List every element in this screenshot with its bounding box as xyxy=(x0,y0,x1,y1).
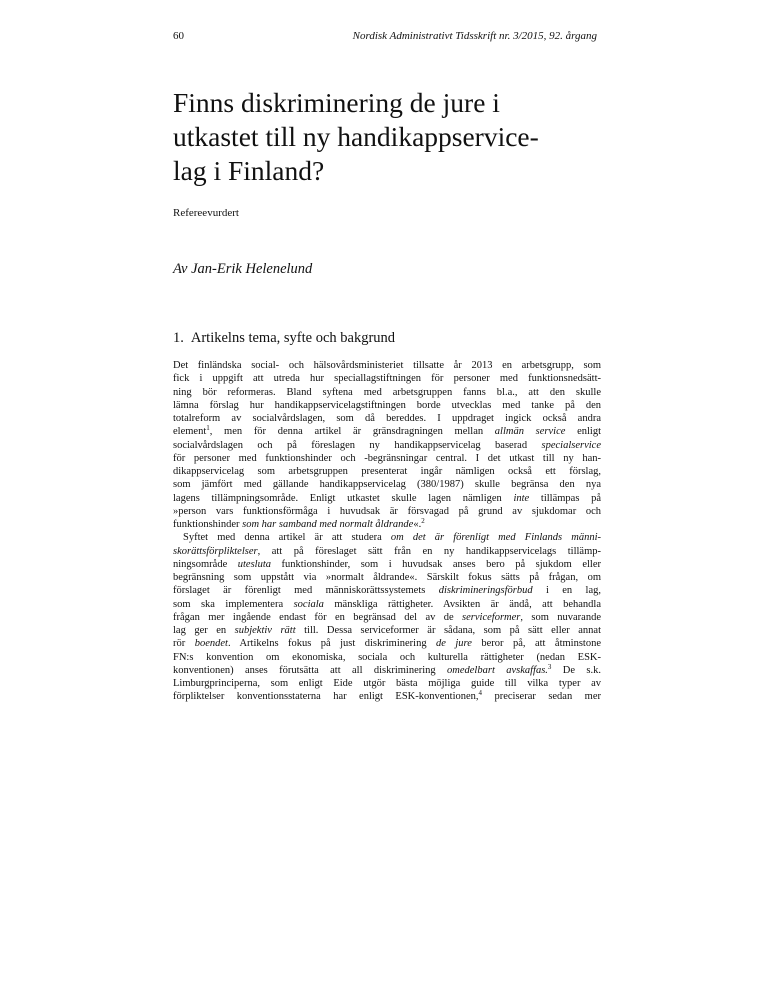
section-heading xyxy=(173,330,395,347)
text-line: totalreform av socialvårdslagen, som då bereddes. I uppdraget ingick också andra xyxy=(173,413,601,424)
text-line: som ska implementera sociala mänskliga rättigheter. Avsikten är ändå, att behandla xyxy=(173,598,601,610)
text-line: skorättsförpliktelser, att på föreslaget sätt från en ny handikappservicelags tillämp- xyxy=(173,545,601,557)
text-line: ningsområde utesluta funktionshinder, som i huvudsak anses bero på sjukdom eller xyxy=(173,558,601,570)
text-line: lagens tillämpningsområde. Enligt utkastet skulle lagen nämligen inte tillämpas på xyxy=(173,492,601,504)
text-line: rör boendet. Artikelns fokus på just diskriminering de jure beror på, att åtminstone xyxy=(173,638,601,650)
body-text xyxy=(173,359,601,704)
title-line: lag i Finland? xyxy=(173,155,325,186)
text-line: element$^1$, men för denna artikel är gränsdragningen mellan allmän service enligt xyxy=(173,424,601,438)
title-line: utkastet till ny handikappservice- xyxy=(173,121,539,152)
section-title: Artikelns tema, syfte och bakgrund xyxy=(190,330,396,346)
text-line: FN:s konvention om ekonomiska, sociala och kulturella rättigheter (nedan ESK- xyxy=(173,651,601,663)
author-byline: Av Jan-Erik Helenelund xyxy=(173,261,313,277)
refereed-label: Refereevurdert xyxy=(173,207,239,219)
footnote-ref: 4 xyxy=(478,689,483,698)
title-line: Finns diskriminering de jure i xyxy=(173,87,500,118)
article-title xyxy=(173,86,603,188)
footnote-ref: 1 xyxy=(206,424,210,433)
page-number: 60 xyxy=(173,30,184,42)
text-line: fick i uppgift att utreda hur speciallagstiftningen för personer med funktionsnedsätt- xyxy=(173,373,601,385)
text-line: lag ger en subjektiv rätt till. Dessa serviceformer är sådana, som på sätt eller annat xyxy=(173,625,601,636)
text-line: Det finländska social- och hälsovårdsministeriet tillsatte år 2013 en arbetsgrupp, som xyxy=(173,360,601,371)
text-line: dikappservicelag som arbetsgruppen presenterat ingår nämligen också ett förslag, xyxy=(173,466,601,477)
text-line: begränsning som uppstått via »normalt åldrande«. Särskilt fokus sätts på frågan, om xyxy=(173,572,601,583)
footnote-ref: 3 xyxy=(547,662,552,671)
running-header xyxy=(173,30,597,46)
section-number: 1. xyxy=(173,330,184,346)
journal-title: Nordisk Administrativt Tidsskrift nr. 3/2015, 92. årgang xyxy=(352,30,597,42)
paragraph-1 xyxy=(173,359,601,531)
text-line: för personer med funktionshinder och -begränsningar central. I det utkast till ny han- xyxy=(173,452,601,464)
text-line: förslaget är förenligt med människorättssystemets diskrimineringsförbud i en lag, xyxy=(173,585,602,597)
paragraph-2 xyxy=(173,531,601,703)
text-line: som jämfört med gällande handikappservicelag (380/1987) skulle begränsa den nya xyxy=(173,479,601,491)
text-line: funktionshinder som har samband med normalt åldrande«.$^2$ xyxy=(173,517,425,530)
text-line: Syftet med denna artikel är att studera om det är förenligt med Finlands männi- xyxy=(183,532,601,544)
text-line: Limburgprinciperna, som enligt Eide utgör bästa möjliga guide till vilka typer av xyxy=(173,678,601,689)
text-line: konventionen) anses förutsätta att all diskriminering omedelbart avskaffas.$^3$ De s.k. xyxy=(173,662,601,676)
text-line: förpliktelser konventionsstaterna har enligt ESK-konventionen,$^4$ preciserar sedan mer xyxy=(173,689,601,703)
text-line: ning bör reformeras. Bland syftena med arbetsgruppen fanns bl.a., att den skulle xyxy=(173,386,601,398)
text-line: lämna förslag hur handikappservicelagstiftningen borde utvecklas med tanke på den xyxy=(173,399,601,411)
text-line: »person vars funktionsförmåga i huvudsak är försvagad på grund av sjukdomar och xyxy=(173,505,601,517)
text-line: frågan mer ingående endast för en begränsad del av de serviceformer, som nuvarande xyxy=(173,611,601,623)
text-line: socialvårdslagen och på föreslagen ny handikappservicelag baserad specialservice xyxy=(173,439,601,451)
footnote-ref: 2 xyxy=(421,517,425,525)
